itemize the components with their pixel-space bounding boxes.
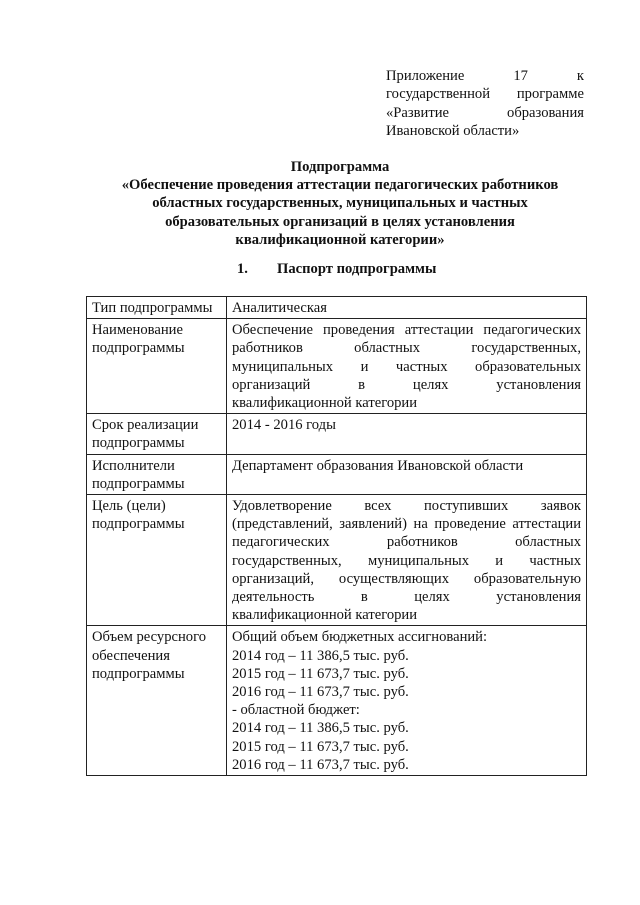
appendix-line-1: [386, 67, 584, 85]
passport-value-line: 2016 год – 11 673,7 тыс. руб.: [232, 684, 409, 701]
appendix-line-3: [386, 104, 584, 122]
passport-value-line: 2014 - 2016 годы: [232, 417, 336, 434]
appendix-line-2: [386, 85, 584, 103]
passport-label-line: обеспечения: [92, 647, 170, 664]
passport-label-line: Цель (цели): [92, 498, 166, 515]
passport-value-line: организаций, осуществляющих образовательную: [232, 570, 581, 587]
passport-value-line: педагогических работников областных: [232, 534, 581, 551]
passport-value-line: квалификационной категории: [232, 607, 418, 624]
passport-row-value: [227, 495, 587, 626]
passport-row-label: [87, 319, 227, 414]
passport-value-line: (представлений, заявлений) на проведение аттестации: [232, 516, 581, 533]
passport-value-line: Удовлетворение всех поступивших заявок: [232, 498, 581, 515]
appendix-number: 17: [513, 68, 528, 84]
passport-value-line: 2015 год – 11 673,7 тыс. руб.: [232, 738, 409, 755]
passport-row-label: [87, 454, 227, 494]
passport-row: [87, 495, 587, 626]
passport-label-line: подпрограммы: [92, 516, 185, 533]
passport-row: [87, 626, 587, 776]
passport-label-line: подпрограммы: [92, 435, 185, 452]
subprogram-title-line: областных государственных, муниципальных и частных: [152, 195, 528, 212]
section-title: Паспорт подпрограммы: [277, 261, 437, 277]
passport-value-line: 2015 год – 11 673,7 тыс. руб.: [232, 665, 409, 682]
appendix-word: программе: [516, 86, 584, 103]
passport-row: [87, 297, 587, 319]
passport-row-value: [227, 414, 587, 454]
subprogram-title-block: [86, 158, 594, 249]
section-number: 1.: [237, 261, 248, 277]
subprogram-title-line: квалификационной категории»: [235, 231, 445, 248]
passport-value-line: - областной бюджет:: [232, 702, 360, 719]
subprogram-title-line: «Обеспечение проведения аттестации педагогических работников: [121, 177, 559, 194]
appendix-word: образования: [507, 104, 584, 121]
passport-row-label: [87, 495, 227, 626]
appendix-word: Приложение: [386, 68, 465, 84]
passport-row-value: [227, 454, 587, 494]
section-heading: [237, 260, 436, 278]
passport-row: [87, 414, 587, 454]
passport-label-line: Исполнители: [92, 457, 175, 474]
passport-value-line: работников областных государственных,: [232, 340, 581, 357]
passport-row-label: [87, 626, 227, 776]
passport-label-line: Наименование: [92, 322, 183, 339]
passport-row-label: [87, 414, 227, 454]
subprogram-title-line: образовательных организаций в целях установления: [165, 213, 515, 230]
appendix-word: к: [576, 68, 584, 84]
passport-label-line: подпрограммы: [92, 475, 185, 492]
passport-row-label: [87, 297, 227, 319]
appendix-note: [386, 67, 584, 141]
passport-value-line: деятельность в целях установления: [232, 589, 581, 606]
passport-value-line: Аналитическая: [232, 300, 327, 316]
passport-label-line: Объем ресурсного: [92, 629, 207, 646]
subprogram-heading: Подпрограмма: [290, 159, 390, 175]
passport-value-line: Департамент образования Ивановской области: [232, 457, 524, 474]
passport-value-line: муниципальных и частных образовательных: [232, 358, 581, 375]
passport-value-line: 2016 год – 11 673,7 тыс. руб.: [232, 756, 409, 773]
passport-value-line: организаций в целях установления: [232, 376, 581, 393]
passport-value-line: государственных, муниципальных и частных: [232, 552, 581, 569]
appendix-word: «Развитие: [386, 104, 450, 121]
passport-label-line: Срок реализации: [92, 417, 199, 434]
passport-row-value: [227, 319, 587, 414]
passport-row: [87, 454, 587, 494]
passport-value-line: квалификационной категории: [232, 395, 418, 412]
passport-label-line: Тип подпрограммы: [92, 300, 213, 316]
appendix-word: Ивановской области»: [386, 123, 520, 140]
passport-label-line: подпрограммы: [92, 665, 185, 682]
passport-table: [86, 296, 587, 776]
appendix-line-4: [386, 122, 584, 140]
passport-value-line: 2014 год – 11 386,5 тыс. руб.: [232, 647, 409, 664]
passport-value-line: Обеспечение проведения аттестации педагогических: [232, 322, 581, 339]
passport-label-line: подпрограммы: [92, 340, 185, 357]
passport-row-value: [227, 297, 587, 319]
passport-table-body: [87, 297, 587, 776]
passport-row: [87, 319, 587, 414]
appendix-word: государственной: [386, 86, 491, 103]
passport-row-value: [227, 626, 587, 776]
passport-value-line: Общий объем бюджетных ассигнований:: [232, 629, 488, 646]
passport-value-line: 2014 год – 11 386,5 тыс. руб.: [232, 720, 409, 737]
